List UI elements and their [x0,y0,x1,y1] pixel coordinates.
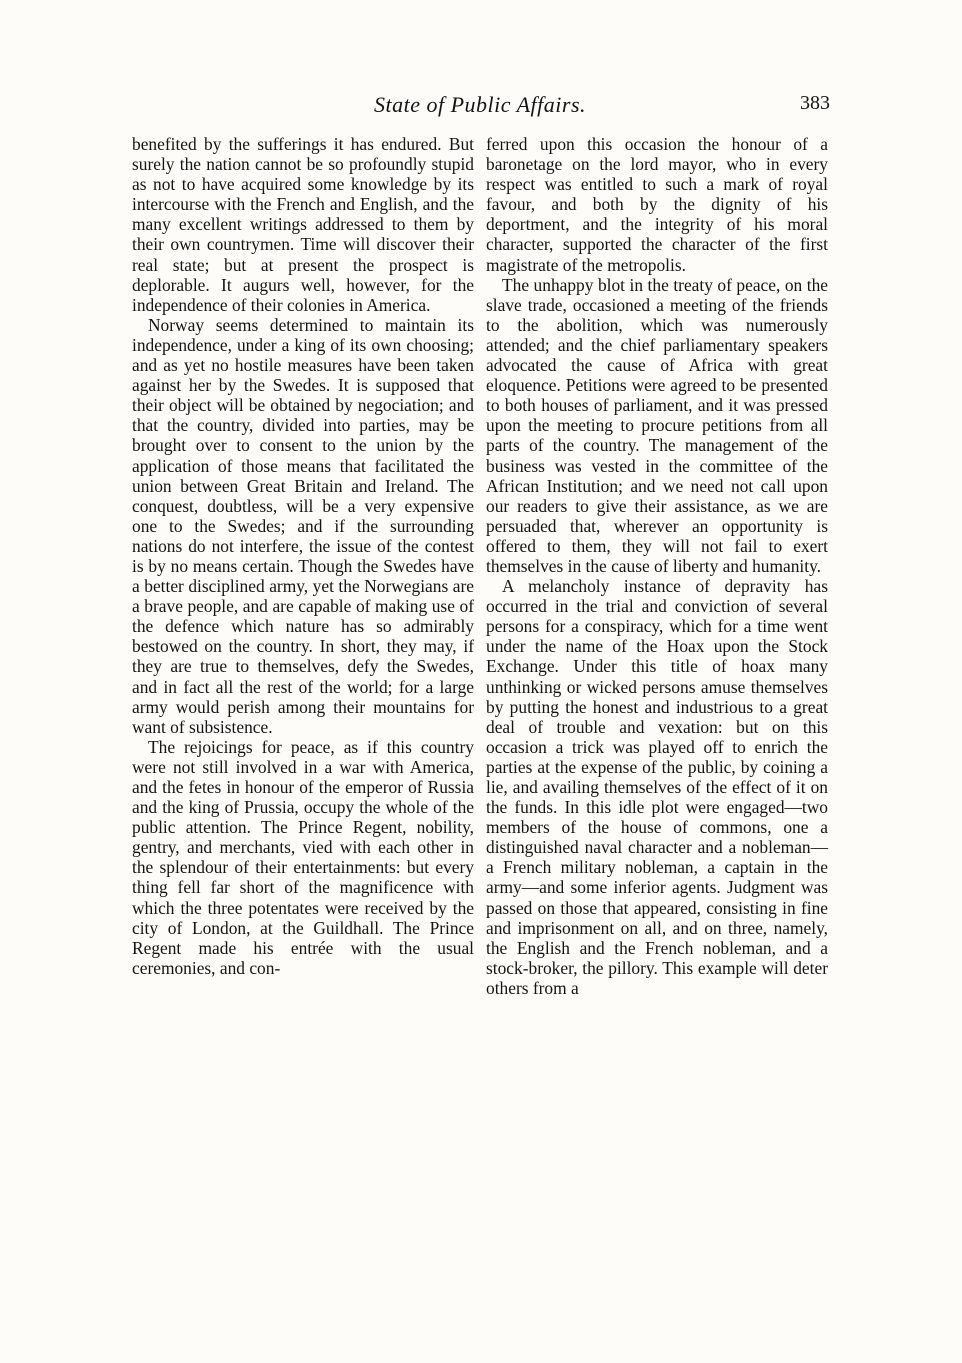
running-title: State of Public Affairs. [373,92,587,117]
page-header [130,92,830,122]
page-number: 383 [800,92,830,114]
left-column [132,134,474,978]
right-column [486,134,828,998]
paragraph-continuation: benefited by the sufferings it has endured. But surely the nation cannot be so profoundly stupid as not to have acquired some knowledge by its intercourse with the French and English, and the many excellent writings addressed to them by their own countrymen. Time will discover their real state; but at present the prospect is deplorable. It augurs well, however, for the independence of their colonies in America. [132,134,474,315]
paragraph-baronetage: ferred upon this occasion the honour of a baronetage on the lord mayor, who in every respect was entitled to such a mark of royal favour, and both by the dignity of his deportment, and the integrity of his moral character, supported the character of the first magistrate of the metropolis. [486,134,828,275]
paragraph-slave-trade: The unhappy blot in the treaty of peace, on the slave trade, occasioned a meeting of the friends to the abolition, which was numerously attended; and the chief parliamentary speakers advocated the cause of Africa with great eloquence. Petitions were agreed to be presented to both houses of parliament, and it was pressed upon the meeting to procure petitions from all parts of the country. The management of the business was vested in the committee of the African Institution; and we need not call upon our readers to give their assistance, as we are persuaded that, wherever an opportunity is offered to them, they will not fail to exert themselves in the cause of liberty and humanity. [486,274,828,576]
paragraph-hoax: A melancholy instance of depravity has occurred in the trial and conviction of several persons for a conspiracy, which for a time went under the name of the Hoax upon the Stock Exchange. Under this title of hoax many unthinking or wicked persons amuse themselves by putting the honest and industrious to a great deal of trouble and vexation: but on this occasion a trick was played off to enrich the parties at the expense of the public, by coining a lie, and availing themselves of the effect of it on the funds. In this idle plot were engaged—two members of the house of commons, one a distinguished naval character and a nobleman—a French military nobleman, a captain in the army—and some inferior agents. Judgment was passed on those that appeared, consisting in fine and imprisonment on all, and on three, namely, the English and the French nobleman, and a stock-broker, the pillory. This example will deter others from a [486,576,828,998]
paragraph-rejoicings: The rejoicings for peace, as if this country were not still involved in a war with America, and the fetes in honour of the emperor of Russia and the king of Prussia, occupy the whole of the public attention. The Prince Regent, nobility, gentry, and merchants, vied with each other in the splendour of their entertainments: but every thing fell far short of the magnificence with which the three potentates were received by the city of London, at the Guildhall. The Prince Regent made his entrée with the usual ceremonies, and con- [132,736,474,978]
paragraph-norway: Norway seems determined to maintain its independence, under a king of its own choosing; and as yet no hostile measures have been taken against her by the Swedes. It is supposed that their object will be obtained by negociation; and that the country, divided into parties, may be brought over to consent to the union by the application of those means that facilitated the union between Great Britain and Ireland. The conquest, doubtless, will be a very expensive one to the Swedes; and if the surrounding nations do not interfere, the issue of the contest is by no means certain. Though the Swedes have a better disciplined army, yet the Norwegians are a brave people, and are capable of making use of the defence which nature has so admirably bestowed on the country. In short, they may, if they are true to themselves, defy the Swedes, and in fact all the rest of the world; for a large army would perish among their mountains for want of subsistence. [132,314,474,737]
